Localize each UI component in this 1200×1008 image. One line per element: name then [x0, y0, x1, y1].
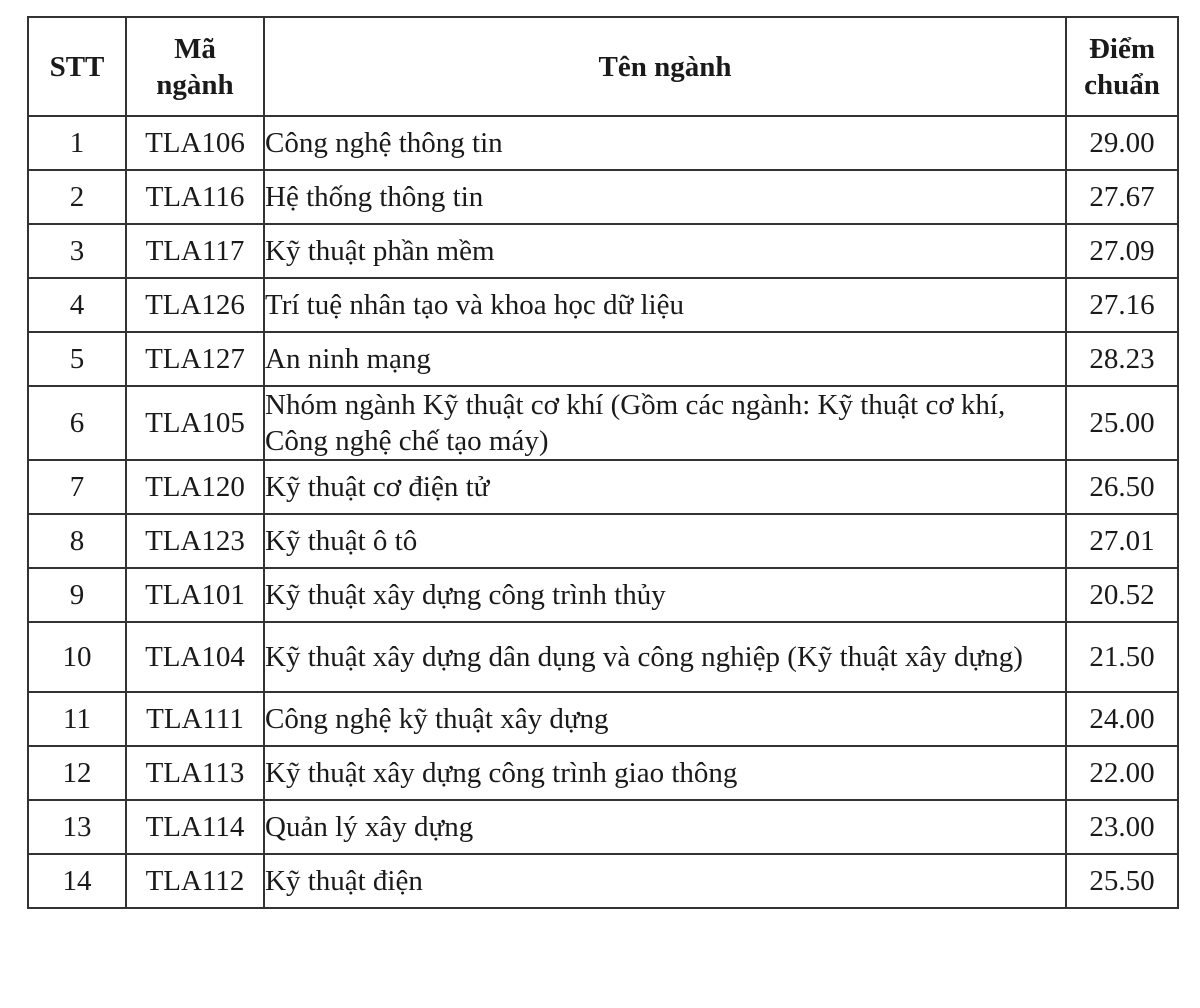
- table-row: [28, 514, 1178, 568]
- row-major-name: Kỹ thuật điện: [264, 854, 1066, 908]
- row-major-code: TLA101: [126, 568, 264, 622]
- row-major-code: TLA104: [126, 622, 264, 692]
- row-major-name: An ninh mạng: [264, 332, 1066, 386]
- row-major-name: Kỹ thuật phần mềm: [264, 224, 1066, 278]
- row-cutoff-score: 23.00: [1066, 800, 1178, 854]
- row-stt: 14: [28, 854, 126, 908]
- row-stt: 10: [28, 622, 126, 692]
- row-cutoff-score: 27.09: [1066, 224, 1178, 278]
- row-stt: 3: [28, 224, 126, 278]
- row-major-code: TLA111: [126, 692, 264, 746]
- row-stt: 2: [28, 170, 126, 224]
- row-major-name: Trí tuệ nhân tạo và khoa học dữ liệu: [264, 278, 1066, 332]
- row-major-code: TLA114: [126, 800, 264, 854]
- row-major-code: TLA126: [126, 278, 264, 332]
- table-row: [28, 622, 1178, 692]
- row-major-code: TLA105: [126, 386, 264, 460]
- row-major-code: TLA113: [126, 746, 264, 800]
- row-major-code: TLA127: [126, 332, 264, 386]
- row-stt: 12: [28, 746, 126, 800]
- row-major-name: Kỹ thuật xây dựng công trình thủy: [264, 568, 1066, 622]
- row-cutoff-score: 20.52: [1066, 568, 1178, 622]
- header-score: [1066, 17, 1178, 116]
- row-stt: 7: [28, 460, 126, 514]
- row-stt: 5: [28, 332, 126, 386]
- table-row: [28, 170, 1178, 224]
- row-stt: 1: [28, 116, 126, 170]
- table-row: [28, 692, 1178, 746]
- row-major-name: Hệ thống thông tin: [264, 170, 1066, 224]
- row-major-name: Kỹ thuật xây dựng công trình giao thông: [264, 746, 1066, 800]
- row-major-code: TLA106: [126, 116, 264, 170]
- header-score-line2: chuẩn: [1084, 68, 1160, 101]
- row-cutoff-score: 26.50: [1066, 460, 1178, 514]
- row-major-code: TLA116: [126, 170, 264, 224]
- row-major-code: TLA117: [126, 224, 264, 278]
- table-row: [28, 332, 1178, 386]
- header-code-line2: ngành: [156, 68, 234, 101]
- row-cutoff-score: 21.50: [1066, 622, 1178, 692]
- table-row: [28, 568, 1178, 622]
- row-cutoff-score: 25.50: [1066, 854, 1178, 908]
- table-row: [28, 386, 1178, 460]
- header-code-line1: Mã: [174, 32, 216, 65]
- table-row: [28, 460, 1178, 514]
- row-major-code: TLA123: [126, 514, 264, 568]
- table-row: [28, 224, 1178, 278]
- table-row: [28, 854, 1178, 908]
- row-major-name: Quản lý xây dựng: [264, 800, 1066, 854]
- header-stt: STT: [28, 17, 126, 116]
- header-code: [126, 17, 264, 116]
- row-major-name: Nhóm ngành Kỹ thuật cơ khí (Gồm các ngành: Kỹ thuật cơ khí, Công nghệ chế tạo máy): [264, 386, 1066, 460]
- row-stt: 8: [28, 514, 126, 568]
- header-score-line1: Điểm: [1088, 32, 1156, 65]
- table-row: [28, 800, 1178, 854]
- admission-score-table: [27, 16, 1179, 909]
- row-cutoff-score: 27.01: [1066, 514, 1178, 568]
- row-cutoff-score: 28.23: [1066, 332, 1178, 386]
- table-row: [28, 116, 1178, 170]
- row-major-name: Công nghệ thông tin: [264, 116, 1066, 170]
- row-cutoff-score: 25.00: [1066, 386, 1178, 460]
- row-cutoff-score: 27.16: [1066, 278, 1178, 332]
- header-row: [28, 17, 1178, 116]
- row-major-name: Kỹ thuật ô tô: [264, 514, 1066, 568]
- row-cutoff-score: 27.67: [1066, 170, 1178, 224]
- row-stt: 11: [28, 692, 126, 746]
- row-cutoff-score: 29.00: [1066, 116, 1178, 170]
- row-stt: 9: [28, 568, 126, 622]
- row-major-name: Kỹ thuật cơ điện tử: [264, 460, 1066, 514]
- row-major-code: TLA112: [126, 854, 264, 908]
- table-body: [28, 116, 1178, 908]
- row-major-name: Công nghệ kỹ thuật xây dựng: [264, 692, 1066, 746]
- table-row: [28, 746, 1178, 800]
- row-stt: 6: [28, 386, 126, 460]
- row-major-code: TLA120: [126, 460, 264, 514]
- header-name: Tên ngành: [264, 17, 1066, 116]
- table-row: [28, 278, 1178, 332]
- row-cutoff-score: 22.00: [1066, 746, 1178, 800]
- row-cutoff-score: 24.00: [1066, 692, 1178, 746]
- row-stt: 13: [28, 800, 126, 854]
- row-stt: 4: [28, 278, 126, 332]
- row-major-name: Kỹ thuật xây dựng dân dụng và công nghiệp (Kỹ thuật xây dựng): [264, 622, 1066, 692]
